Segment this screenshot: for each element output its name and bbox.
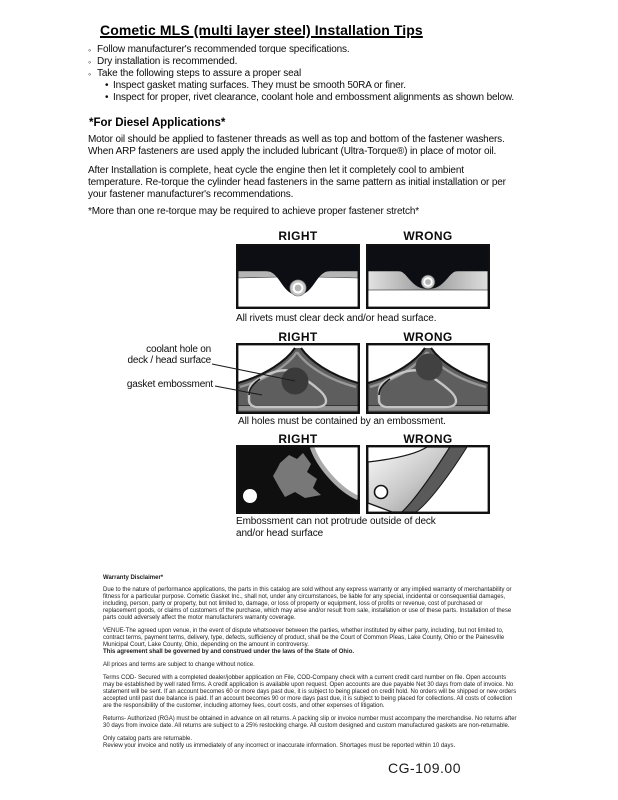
diesel-paragraph-2: After Installation is complete, heat cycle the engine then let it completely cool to ambient temperature. Re-torque the cylinder head fasteners in the same pattern as initial installation or per your fastener manufacturer's recommendations. xyxy=(88,165,506,200)
ring-bullet-icon: ◦ xyxy=(88,57,92,67)
gasket-embossment-label: gasket embossment xyxy=(126,379,213,390)
prices-line: All prices and terms are subject to change without notice. xyxy=(103,662,255,668)
embossment-protrusion-right-image xyxy=(236,445,360,514)
list-item xyxy=(105,92,518,104)
pair3-caption-line2: and/or head surface xyxy=(236,527,324,539)
embossment-protrusion-wrong-image xyxy=(366,445,490,514)
pair3-caption xyxy=(236,516,506,539)
pair1-caption: All rivets must clear deck and/or head surface. xyxy=(236,313,437,324)
page-title: Cometic MLS (multi layer steel) Installation Tips xyxy=(100,22,423,38)
review-invoice-line: Review your invoice and notify us immediately of any incorrect or inaccurate information. Shortages must be reported within 10 days. xyxy=(103,743,456,749)
legal-block xyxy=(103,575,517,756)
diesel-heading: *For Diesel Applications* xyxy=(89,117,226,129)
list-item xyxy=(88,56,518,68)
document-code: CG-109.00 xyxy=(388,760,461,776)
pair2-right-header: RIGHT xyxy=(278,330,318,344)
terms-paragraph: Terms COD- Secured with a completed dealer/jobber application on File, COD-Company check with a current credit card number on file. Open accounts may be established by well rated firms. A credit application is available upon request. Open accounts are due payable Net 30 days from date of invoice. No statement will be sent. If an account becomes 60 or more days past due, it is subject to being placed on credit hold. No orders will be shipped or new orders accepted until past due balance is paid. If an account becomes 90 or more days past due, it is subject to being placed for collections. All costs of collection are the responsibility of the customer, including attorney fees, court costs, and other expenses of litigation. xyxy=(103,675,517,709)
dot-bullet-icon: • xyxy=(105,80,109,91)
dot-bullet-icon: • xyxy=(105,92,109,103)
pair2-caption: All holes must be contained by an embossment. xyxy=(238,416,446,427)
warranty-disclaimer-heading: Warranty Disclaimer* xyxy=(103,575,164,581)
callout-pointer-lines xyxy=(115,340,315,402)
pair3-wrong-header: WRONG xyxy=(403,432,453,446)
retorque-note: *More than one re-torque may be required to achieve proper fastener stretch* xyxy=(88,206,420,217)
pair3-caption-line1: Embossment can not protrude outside of deck xyxy=(236,516,436,527)
venue-paragraph: VENUE-The agreed upon venue, in the event of dispute whatsoever between the parties, whether instituted by either party, including, but not limited to, contract terms, payment terms, delivery, type, defects, sufficiency of product, shall be the Court of Common Pleas, Lake County, Ohio or the Painesville Municipal Court, Lake County, Ohio, depending on the amount in controversy. xyxy=(103,628,505,648)
rivet-clearance-wrong-image xyxy=(366,244,490,309)
pair3-wrong-diagram xyxy=(366,445,490,514)
warranty-paragraph: Due to the nature of performance applications, the parts in this catalog are sold without any express warranty or any implied warranty of merchantability or fitness for a particular purpose. Cometic Gasket Inc., shall not, under any circumstances, be liable for any special, incidental or consequential damages, including, person, party or property, but not limited to, damage, or loss of property or equipment, loss of profits or revenue, cost of purchased or replacement goods, or claims of customers of the purchase, which may arise and/or result from sale, installation or use of these parts. Installation of these parts could adversely affect the motor manufacturers warranty coverage. xyxy=(103,587,512,621)
tip-text: Inspect gasket mating surfaces. They must be smooth 50RA or finer. xyxy=(113,80,406,91)
pair1-right-header: RIGHT xyxy=(278,229,318,243)
governing-law-line: This agreement shall be governed by and construed under the laws of the State of Ohio. xyxy=(103,649,355,655)
installation-tips-list xyxy=(88,44,518,104)
list-item xyxy=(88,44,518,56)
rivet-clearance-right-image xyxy=(236,244,360,309)
pair2-wrong-diagram xyxy=(366,343,490,414)
coolant-hole-label-line2: deck / head surface xyxy=(127,355,211,366)
ring-bullet-icon: ◦ xyxy=(88,69,92,79)
tip-text: Inspect for proper, rivet clearance, coolant hole and embossment alignments as shown below. xyxy=(113,92,515,103)
pair1-wrong-diagram xyxy=(366,244,490,309)
pair1-right-diagram xyxy=(236,244,360,309)
embossment-containment-wrong-image xyxy=(366,343,490,414)
only-catalog-line: Only catalog parts are returnable. xyxy=(103,736,193,742)
tip-text: Take the following steps to assure a proper seal xyxy=(97,68,302,79)
ring-bullet-icon: ◦ xyxy=(88,45,92,55)
returns-paragraph: Returns- Authorized (RGA) must be obtained in advance on all returns. A packing slip or invoice number must accompany the merchandise. No returns after 30 days from invoice date. All returns are subject to a 25% restocking charge. All custom designed and custom manufactured gaskets are non-returnable. xyxy=(103,716,517,729)
pair1-wrong-header: WRONG xyxy=(403,229,453,243)
tip-text: Dry installation is recommended. xyxy=(97,56,238,67)
pair3-right-header: RIGHT xyxy=(278,432,318,446)
pair3-right-diagram xyxy=(236,445,360,514)
list-item xyxy=(105,80,518,92)
list-item xyxy=(88,68,518,80)
diesel-paragraph-1: Motor oil should be applied to fastener threads as well as top and bottom of the fastener washers. When ARP fasteners are used apply the included lubricant (Ultra-Torque®) in place of motor oil. xyxy=(88,134,505,157)
coolant-hole-label-line1: coolant hole on xyxy=(146,344,211,355)
tip-text: Follow manufacturer's recommended torque specifications. xyxy=(97,44,350,55)
pair2-wrong-header: WRONG xyxy=(403,330,453,344)
